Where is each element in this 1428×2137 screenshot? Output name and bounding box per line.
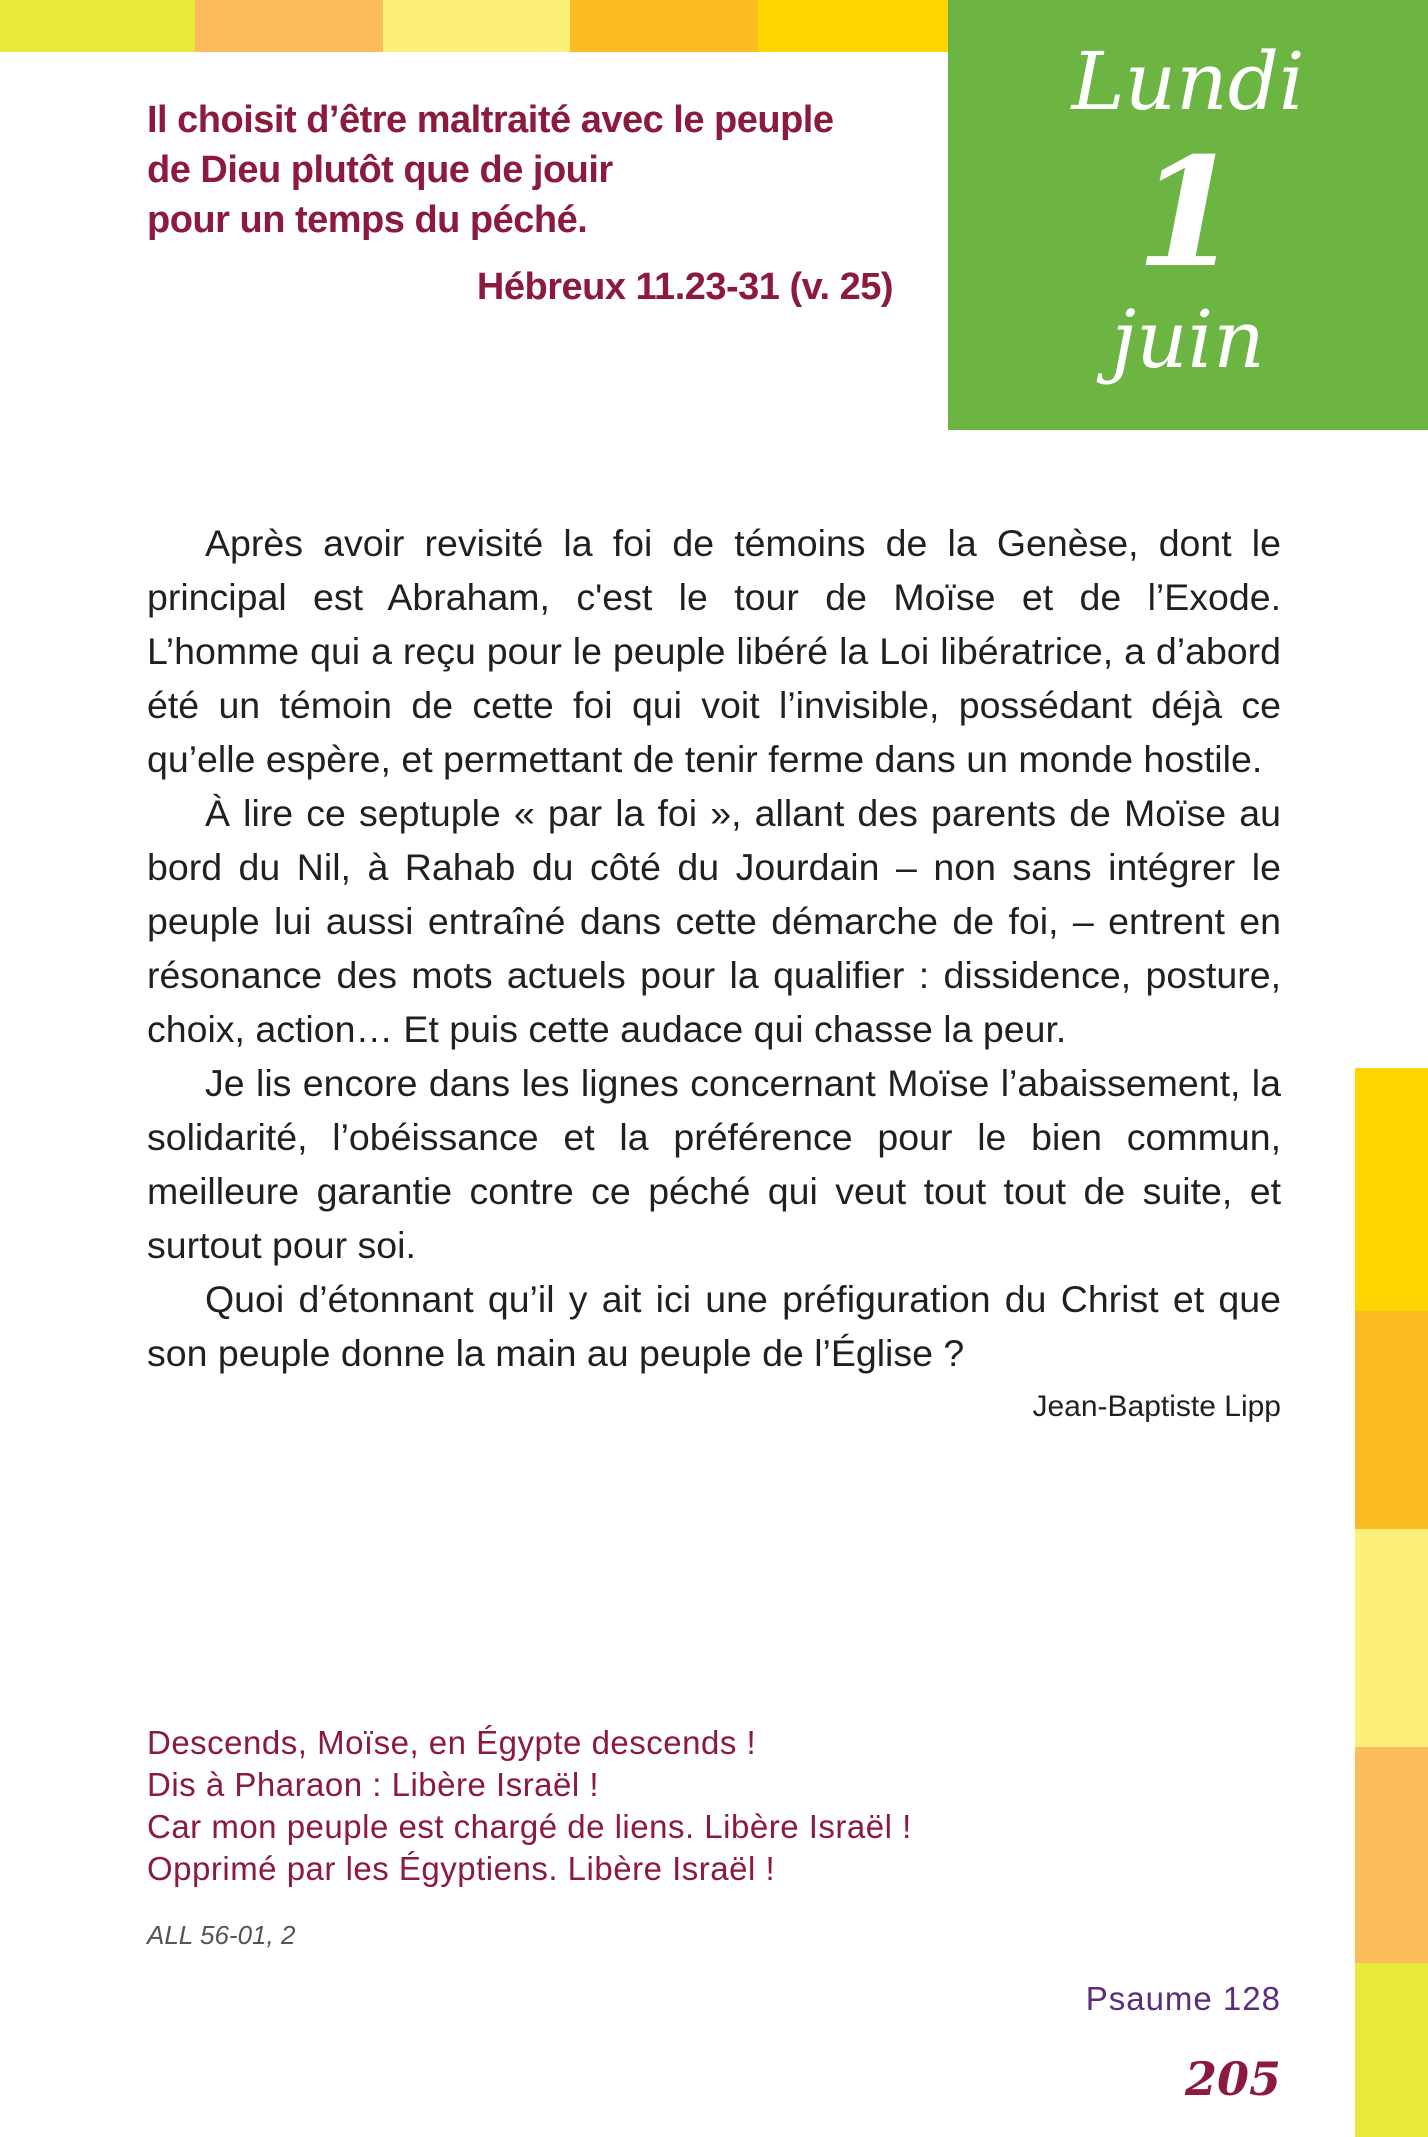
- top-stripe-segment: [758, 0, 948, 52]
- date-month: juin: [1111, 293, 1265, 386]
- side-stripe-segment: [1355, 1963, 1428, 2137]
- verse-line: de Dieu plutôt que de jouir: [147, 149, 613, 191]
- song-line: Dis à Pharaon : Libère Israël !: [147, 1766, 600, 1803]
- top-stripe-segment: [570, 0, 758, 52]
- meditation-paragraph: Je lis encore dans les lignes concernant Moïse l’abaissement, la solidarité, l’obéissance et la préférence pour le bien commun, meilleure garantie contre ce péché qui veut tout tout de suite, et surtout pour soi.: [147, 1062, 1281, 1266]
- psalm-reference: Psaume 128: [1085, 1980, 1281, 2017]
- date-number: 1: [1135, 125, 1241, 301]
- meditation-paragraph: À lire ce septuple « par la foi », allant des parents de Moïse au bord du Nil, à Rahab du côté du Jourdain – non sans intégrer le peuple lui aussi entraîné dans cette démarche de foi, – entrent en résonance des mots actuels pour la qualifier : dissidence, posture, choix, action… Et puis cette audace qui chasse la peur.: [147, 792, 1281, 1050]
- meditation-paragraph: Après avoir revisité la foi de témoins de la Genèse, dont le principal est Abraham, c'est le tour de Moïse et de l’Exode. L’homme qui a reçu pour le peuple libéré la Loi libératrice, a d’abord été un témoin de cette foi qui voit l’invisible, possédant déjà ce qu’elle espère, et permettant de tenir ferme dans un monde hostile.: [147, 522, 1281, 780]
- side-stripe-segment: [1355, 1068, 1428, 1311]
- song-line: Descends, Moïse, en Égypte descends !: [147, 1724, 757, 1761]
- top-stripe-segment: [0, 0, 195, 52]
- page-number: 205: [1184, 2052, 1281, 2106]
- verse-line: pour un temps du péché.: [147, 199, 588, 241]
- date-day: Lundi: [1071, 35, 1305, 128]
- side-stripe-segment: [1355, 1529, 1428, 1747]
- song-line: Car mon peuple est chargé de liens. Libère Israël !: [147, 1808, 912, 1845]
- author: Jean-Baptiste Lipp: [1032, 1390, 1281, 1423]
- song-reference: ALL 56-01, 2: [147, 1920, 296, 1950]
- side-stripe-segment: [1355, 1311, 1428, 1529]
- top-stripe-segment: [195, 0, 383, 52]
- meditation-paragraph: Quoi d’étonnant qu’il y ait ici une préfiguration du Christ et que son peuple donne la main au peuple de l’Église ?: [147, 1278, 1281, 1374]
- meditation-text: [147, 516, 1281, 1380]
- top-stripe-segment: [383, 0, 570, 52]
- song-excerpt: [147, 1722, 1247, 1890]
- verse-line: Il choisit d’être maltraité avec le peuple: [147, 99, 834, 141]
- key-verse: [147, 95, 907, 245]
- verse-reference: Hébreux 11.23-31 (v. 25): [476, 266, 893, 308]
- song-line: Opprimé par les Égyptiens. Libère Israël !: [147, 1850, 776, 1887]
- side-stripe-segment: [1355, 1747, 1428, 1963]
- date-box: [948, 0, 1428, 430]
